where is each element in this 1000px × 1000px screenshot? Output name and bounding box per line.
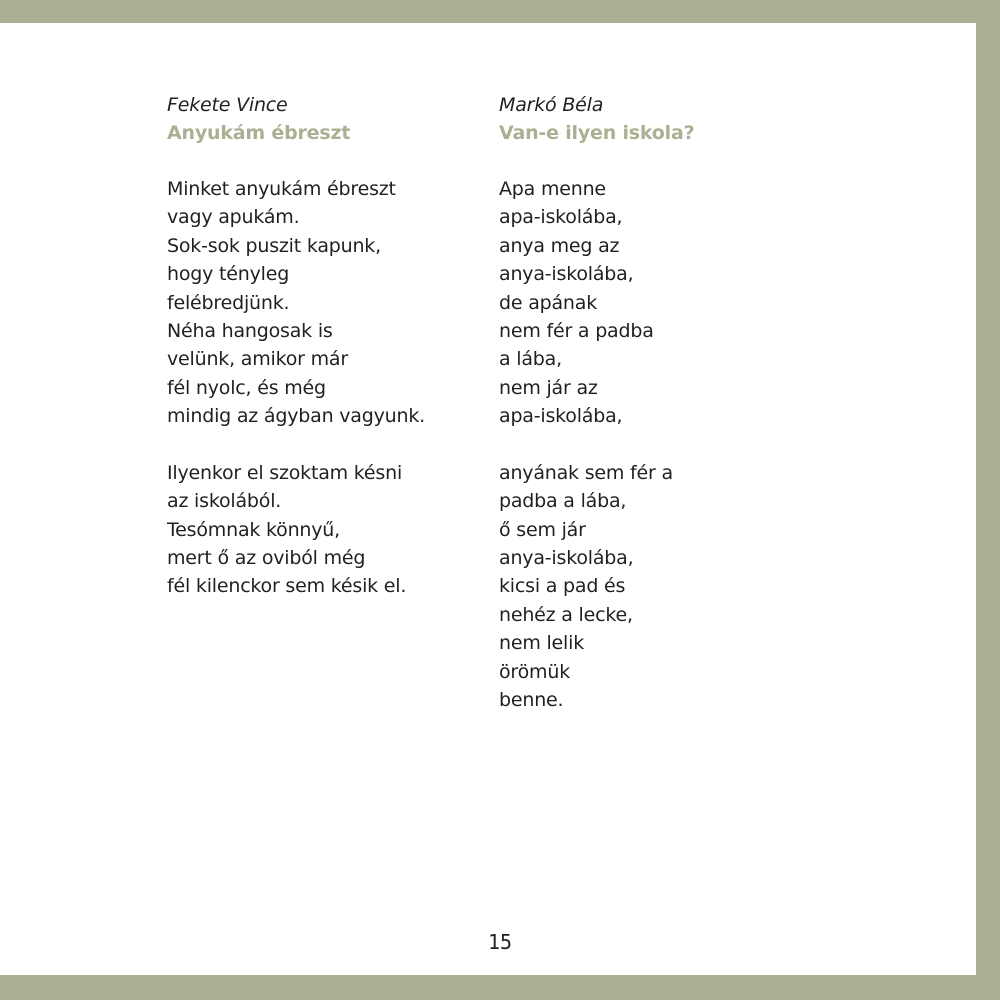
poem-line: Minket anyukám ébreszt [167, 178, 396, 200]
poem-line: anya-iskolába, [499, 547, 634, 570]
poem-line: vagy apukám. [167, 206, 300, 229]
poem-line: örömük [499, 660, 570, 683]
poem-line: kicsi a pad és [499, 575, 626, 598]
poem-line: nem fér a padba [499, 319, 654, 342]
book-page [0, 23, 976, 975]
poem-line: apa-iskolába, [499, 405, 623, 428]
right-poem [499, 91, 694, 743]
poem-line: anya-iskolába, [499, 263, 634, 286]
poem-line: apa-iskolába, [499, 206, 623, 229]
poem-line: mert ő az oviból még [167, 547, 366, 570]
poem-line: fél kilenckor sem késik el. [167, 575, 407, 598]
poem-line: velünk, amikor már [167, 348, 348, 371]
poem-line: ő sem jár [499, 518, 586, 541]
poem-line: Sok-sok puszit kapunk, [167, 234, 381, 257]
left-poem [167, 91, 425, 629]
poem-line: a lába, [499, 348, 562, 371]
poem-line: padba a lába, [499, 490, 627, 513]
poem-line: fél nyolc, és még [167, 376, 326, 399]
poem-author: Fekete Vince [167, 94, 288, 116]
poem-stanzas [499, 175, 694, 714]
poem-line: Tesómnak könnyű, [167, 518, 340, 541]
poem-line: Apa menne [499, 178, 606, 200]
poem-line: nem jár az [499, 376, 598, 399]
poem-line: nehéz a lecke, [499, 603, 633, 626]
poem-line: nem lelik [499, 632, 585, 655]
poem-line: anyának sem fér a [499, 461, 673, 484]
poem-line: Néha hangosak is [167, 319, 333, 342]
poem-stanza [167, 175, 425, 431]
poem-line: Ilyenkor el szoktam késni [167, 461, 403, 484]
poem-title: Anyukám ébreszt [167, 122, 351, 144]
poem-title: Van-e ilyen iskola? [499, 122, 695, 144]
page-number: 15 [487, 930, 513, 954]
poem-line: benne. [499, 689, 564, 712]
poem-line: de apának [499, 291, 598, 314]
poem-line: anya meg az [499, 234, 620, 257]
poem-line: felébredjünk. [167, 291, 290, 314]
poem-stanza [499, 459, 694, 715]
poem-author: Markó Béla [499, 94, 604, 116]
poem-line: az iskolából. [167, 490, 282, 513]
poem-stanza [167, 459, 425, 601]
poem-stanza [499, 175, 694, 431]
poem-stanzas [167, 175, 425, 601]
poem-line: mindig az ágyban vagyunk. [167, 405, 425, 428]
poem-line: hogy tényleg [167, 263, 290, 286]
